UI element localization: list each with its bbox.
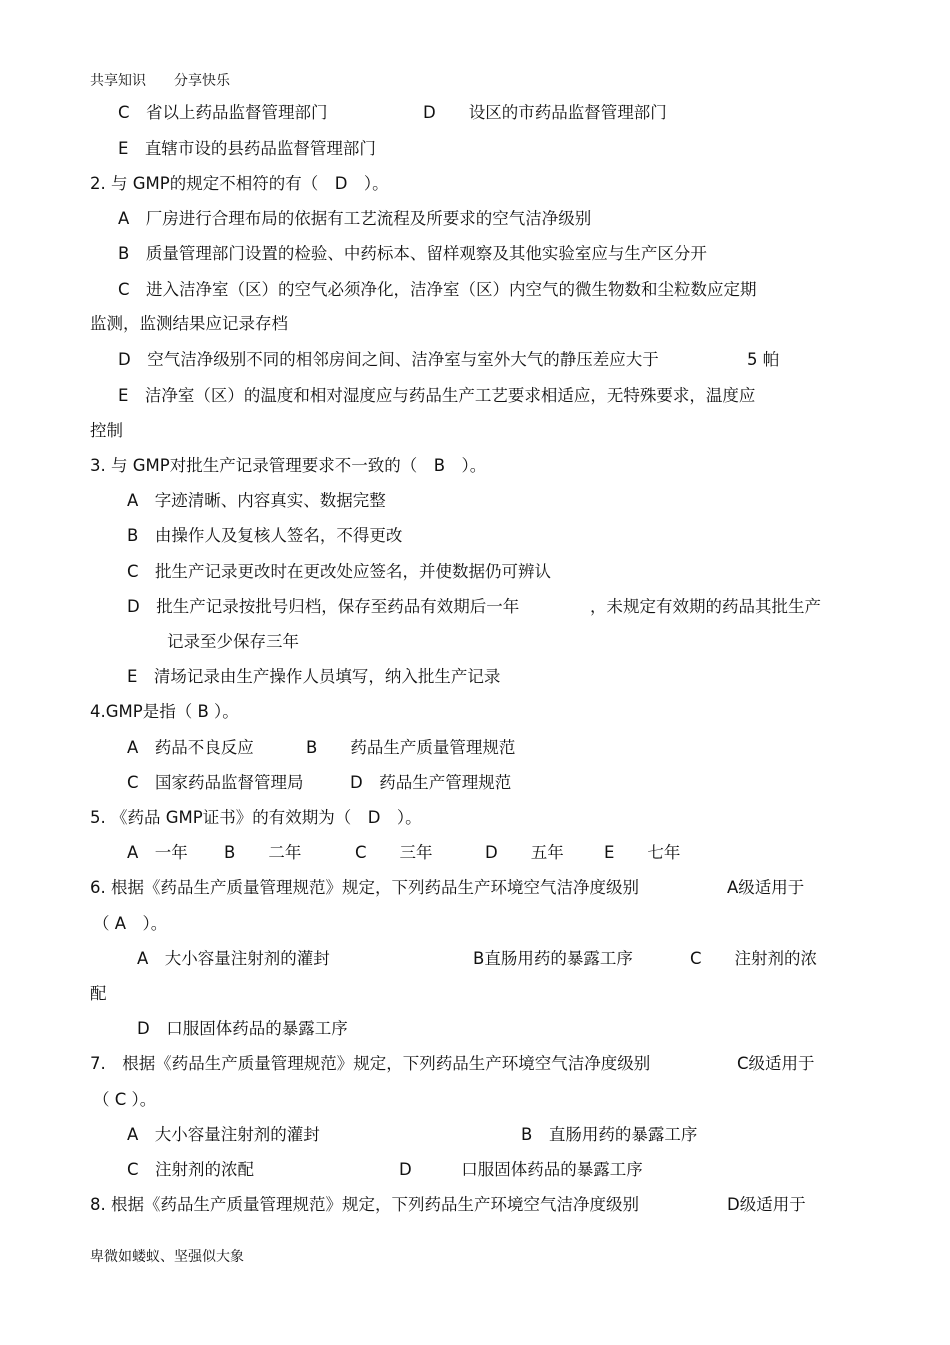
option-text: 5 帕 bbox=[747, 350, 780, 369]
option-text: D 口服固体药品的暴露工序 bbox=[399, 1160, 643, 1179]
question-text: C级适用于 bbox=[737, 1054, 815, 1073]
option-text: ，未规定有效期的药品其批生产 bbox=[590, 597, 821, 616]
option-text: A 一年 bbox=[127, 843, 188, 862]
option-text: B直肠用药的暴露工序 bbox=[473, 949, 633, 968]
question-text: 8. 根据《药品生产质量管理规范》规定，下列药品生产环境空气洁净度级别 bbox=[90, 1195, 639, 1214]
option-text: C 注射剂的浓 bbox=[690, 949, 818, 968]
option-text-continued: 配 bbox=[90, 984, 107, 1003]
option-text: A 字迹清晰、内容真实、数据完整 bbox=[127, 491, 386, 510]
option-text-continued: 监测，监测结果应记录存档 bbox=[90, 314, 288, 333]
option-text: E 直辖市设的县药品监督管理部门 bbox=[118, 139, 376, 158]
option-text: D 口服固体药品的暴露工序 bbox=[137, 1019, 348, 1038]
option-text: C 注射剂的浓配 bbox=[127, 1160, 255, 1179]
option-text: C 三年 bbox=[355, 843, 433, 862]
option-text: C 进入洁净室（区）的空气必须净化，洁净室（区）内空气的微生物数和尘粒数应定期 bbox=[118, 280, 757, 299]
option-text-continued: 记录至少保存三年 bbox=[167, 632, 299, 651]
option-text: E 清场记录由生产操作人员填写，纳入批生产记录 bbox=[127, 667, 501, 686]
option-text: A 大小容量注射剂的灌封 bbox=[127, 1125, 320, 1144]
page-footer: 卑微如蝼蚁、坚强似大象 bbox=[90, 1249, 244, 1265]
option-text: E 七年 bbox=[604, 843, 681, 862]
answer-text: （ C ）。 bbox=[93, 1090, 157, 1109]
option-text: C 省以上药品监督管理部门 bbox=[118, 103, 328, 122]
option-text: A 大小容量注射剂的灌封 bbox=[137, 949, 330, 968]
option-text: C 批生产记录更改时在更改处应签名，并使数据仍可辨认 bbox=[127, 562, 552, 581]
option-text: D 设区的市药品监督管理部门 bbox=[423, 103, 667, 122]
option-text: D 五年 bbox=[485, 843, 564, 862]
page-header: 共享知识 分享快乐 bbox=[90, 73, 230, 89]
option-text: C 国家药品监督管理局 bbox=[127, 773, 304, 792]
question-text: 7. 根据《药品生产质量管理规范》规定，下列药品生产环境空气洁净度级别 bbox=[90, 1054, 651, 1073]
option-text: A 药品不良反应 bbox=[127, 738, 254, 757]
question-text: 4.GMP是指（ B ）。 bbox=[90, 702, 239, 721]
question-text: 3. 与 GMP对批生产记录管理要求不一致的（ B ）。 bbox=[90, 456, 487, 475]
option-text: B 二年 bbox=[224, 843, 302, 862]
option-text: D 批生产记录按批号归档，保存至药品有效期后一年 bbox=[127, 597, 520, 616]
option-text: B 质量管理部门设置的检验、中药标本、留样观察及其他实验室应与生产区分开 bbox=[118, 244, 707, 263]
question-text: A级适用于 bbox=[727, 878, 805, 897]
option-text: B 药品生产质量管理规范 bbox=[306, 738, 516, 757]
option-text: A 厂房进行合理布局的依据有工艺流程及所要求的空气洁净级别 bbox=[118, 209, 592, 228]
question-text: 5. 《药品 GMP证书》的有效期为（ D ）。 bbox=[90, 808, 422, 827]
option-text: B 由操作人及复核人签名，不得更改 bbox=[127, 526, 403, 545]
option-text: D 药品生产管理规范 bbox=[350, 773, 512, 792]
option-text: D 空气洁净级别不同的相邻房间之间、洁净室与室外大气的静压差应大于 bbox=[118, 350, 659, 369]
answer-text: （ A ）。 bbox=[93, 914, 168, 933]
option-text: E 洁净室（区）的温度和相对湿度应与药品生产工艺要求相适应，无特殊要求，温度应 bbox=[118, 386, 756, 405]
question-text: D级适用于 bbox=[727, 1195, 806, 1214]
question-text: 2. 与 GMP的规定不相符的有（ D ）。 bbox=[90, 174, 389, 193]
question-text: 6. 根据《药品生产质量管理规范》规定，下列药品生产环境空气洁净度级别 bbox=[90, 878, 639, 897]
option-text: B 直肠用药的暴露工序 bbox=[521, 1125, 698, 1144]
option-text-continued: 控制 bbox=[90, 421, 123, 440]
